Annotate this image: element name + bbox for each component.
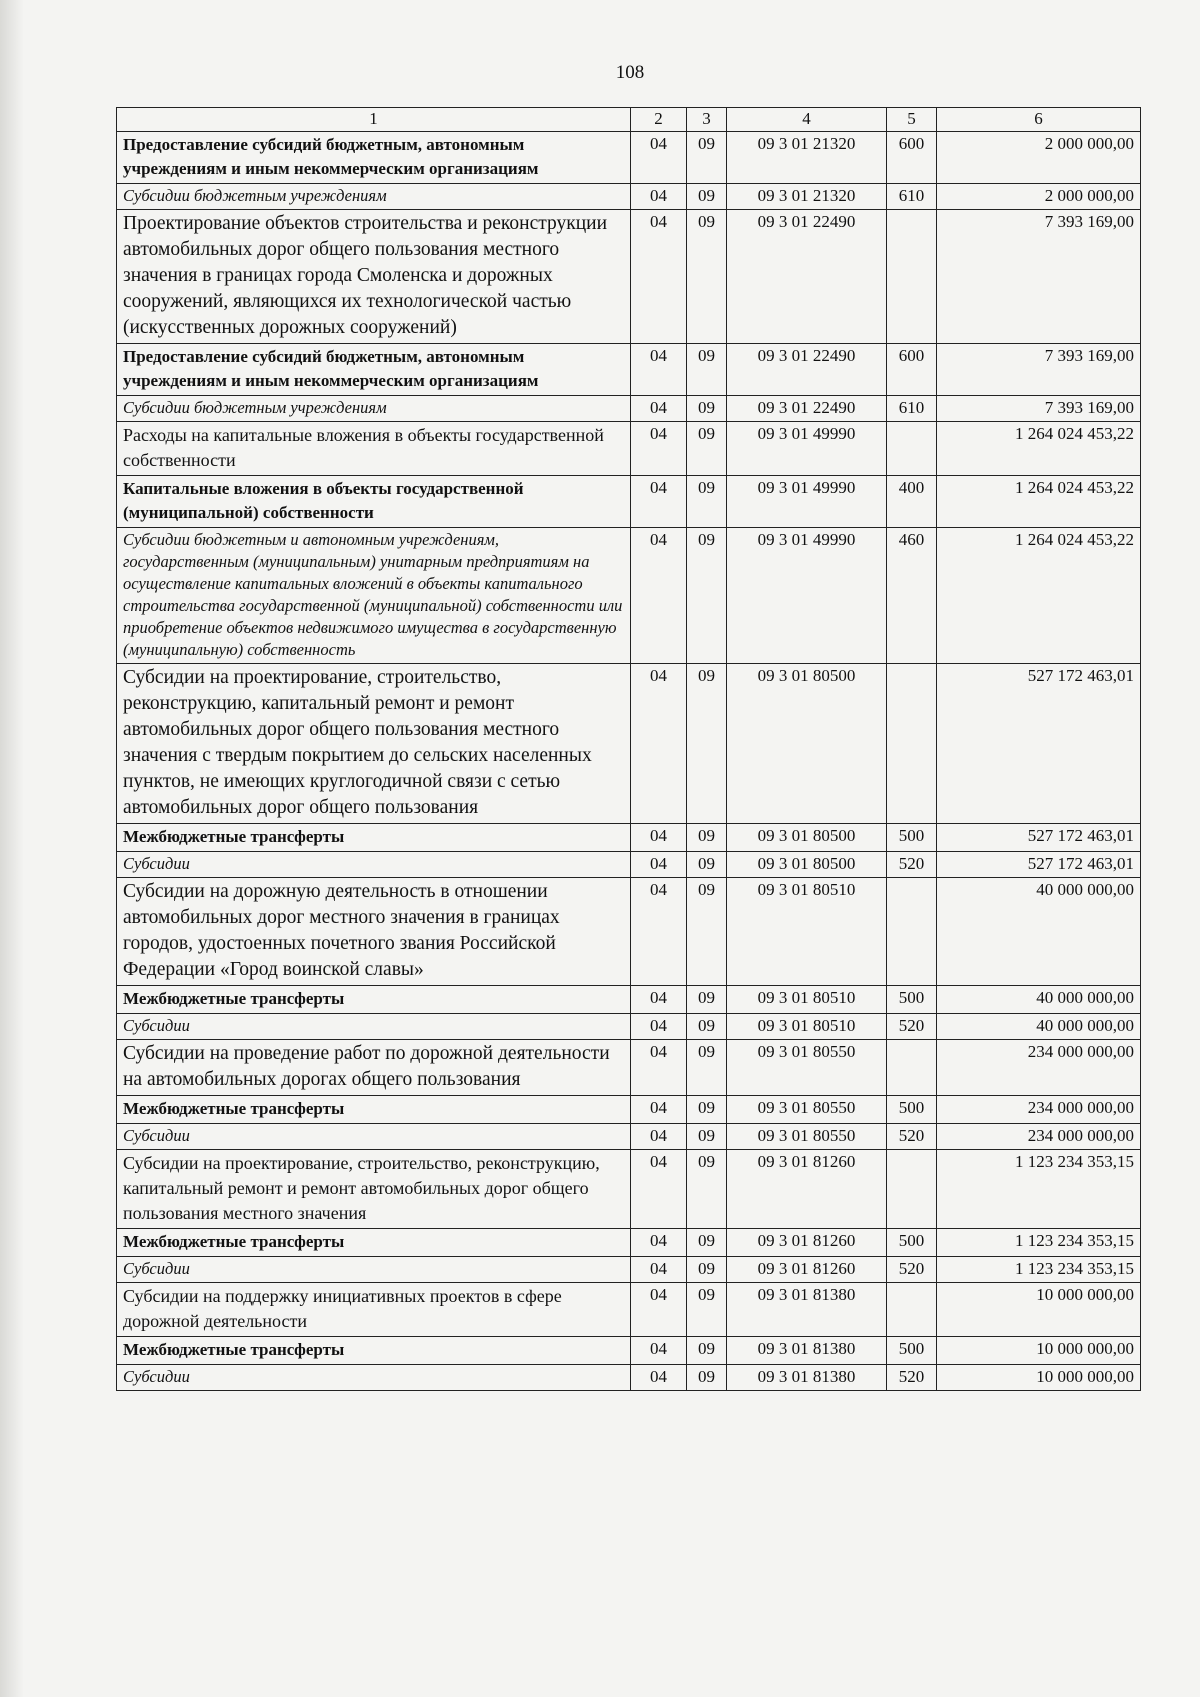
amount: 10 000 000,00 [937,1337,1141,1365]
amount: 234 000 000,00 [937,1096,1141,1124]
target-article-code: 09 3 01 81260 [727,1229,887,1257]
target-article-code: 09 3 01 49990 [727,422,887,476]
subsection-code: 09 [687,132,727,184]
amount: 10 000 000,00 [937,1365,1141,1391]
section-code: 04 [631,528,687,664]
expense-type-code: 600 [887,132,937,184]
section-code: 04 [631,852,687,878]
expense-type-code: 460 [887,528,937,664]
section-code: 04 [631,344,687,396]
table-row [117,528,1141,664]
subsection-code: 09 [687,344,727,396]
expense-type-code [887,664,937,824]
expense-type-code: 400 [887,476,937,528]
expense-type-code: 500 [887,1337,937,1365]
section-code: 04 [631,1365,687,1391]
amount: 1 123 234 353,15 [937,1257,1141,1283]
table-row [117,396,1141,422]
expense-type-code: 500 [887,986,937,1014]
table-row [117,1040,1141,1096]
target-article-code: 09 3 01 81260 [727,1150,887,1229]
section-code: 04 [631,1014,687,1040]
expense-type-code [887,422,937,476]
section-code: 04 [631,184,687,210]
expense-type-code: 600 [887,344,937,396]
column-header: 5 [887,108,937,132]
row-name: Субсидии [117,852,631,878]
amount: 1 264 024 453,22 [937,476,1141,528]
table-row [117,344,1141,396]
target-article-code: 09 3 01 49990 [727,476,887,528]
section-code: 04 [631,1337,687,1365]
table-header-row [117,108,1141,132]
subsection-code: 09 [687,852,727,878]
row-name: Субсидии бюджетным и автономным учреждениям, государственным (муниципальным) унитарным предприятиям на осуществление капитальных вложений в объекты капитального строительства государственной (муниципальной) собственности или приобретение объектов недвижимого имущества в государственную (муниципальную) собственность [117,528,631,664]
subsection-code: 09 [687,1040,727,1096]
subsection-code: 09 [687,1283,727,1337]
row-name: Капитальные вложения в объекты государственной (муниципальной) собственности [117,476,631,528]
table-row [117,824,1141,852]
row-name: Субсидии [117,1124,631,1150]
amount: 234 000 000,00 [937,1124,1141,1150]
column-header: 4 [727,108,887,132]
target-article-code: 09 3 01 21320 [727,184,887,210]
subsection-code: 09 [687,476,727,528]
table-row [117,986,1141,1014]
target-article-code: 09 3 01 49990 [727,528,887,664]
expense-type-code [887,1150,937,1229]
target-article-code: 09 3 01 81260 [727,1257,887,1283]
row-name: Субсидии бюджетным учреждениям [117,184,631,210]
table-row [117,878,1141,986]
subsection-code: 09 [687,1124,727,1150]
target-article-code: 09 3 01 81380 [727,1337,887,1365]
subsection-code: 09 [687,396,727,422]
amount: 1 123 234 353,15 [937,1150,1141,1229]
row-name: Субсидии бюджетным учреждениям [117,396,631,422]
amount: 2 000 000,00 [937,132,1141,184]
section-code: 04 [631,1096,687,1124]
expense-type-code: 500 [887,1229,937,1257]
subsection-code: 09 [687,824,727,852]
subsection-code: 09 [687,528,727,664]
target-article-code: 09 3 01 80500 [727,664,887,824]
row-name: Субсидии на поддержку инициативных проектов в сфере дорожной деятельности [117,1283,631,1337]
expense-type-code [887,1040,937,1096]
row-name: Расходы на капитальные вложения в объекты государственной собственности [117,422,631,476]
subsection-code: 09 [687,664,727,824]
amount: 1 123 234 353,15 [937,1229,1141,1257]
section-code: 04 [631,664,687,824]
row-name: Субсидии [117,1014,631,1040]
amount: 527 172 463,01 [937,852,1141,878]
row-name: Проектирование объектов строительства и реконструкции автомобильных дорог общего пользования местного значения в границах города Смоленска и дорожных сооружений, являющихся их технологической частью (искусственных дорожных сооружений) [117,210,631,344]
expense-type-code: 520 [887,852,937,878]
target-article-code: 09 3 01 80510 [727,1014,887,1040]
column-header: 1 [117,108,631,132]
table-row [117,184,1141,210]
target-article-code: 09 3 01 80510 [727,878,887,986]
target-article-code: 09 3 01 80550 [727,1124,887,1150]
row-name: Субсидии на проектирование, строительство, реконструкцию, капитальный ремонт и ремонт автомобильных дорог общего пользования местного значения [117,1150,631,1229]
table-row [117,664,1141,824]
row-name: Субсидии на проведение работ по дорожной деятельности на автомобильных дорогах общего пользования [117,1040,631,1096]
subsection-code: 09 [687,1150,727,1229]
table-row [117,1096,1141,1124]
table-row [117,1365,1141,1391]
table-row [117,1150,1141,1229]
subsection-code: 09 [687,184,727,210]
subsection-code: 09 [687,1337,727,1365]
amount: 1 264 024 453,22 [937,422,1141,476]
subsection-code: 09 [687,1365,727,1391]
section-code: 04 [631,1257,687,1283]
target-article-code: 09 3 01 80500 [727,824,887,852]
scan-edge [0,0,24,1697]
expense-type-code: 520 [887,1257,937,1283]
column-header: 6 [937,108,1141,132]
subsection-code: 09 [687,1096,727,1124]
row-name: Субсидии на проектирование, строительство, реконструкцию, капитальный ремонт и ремонт автомобильных дорог общего пользования местного значения с твердым покрытием до сельских населенных пунктов, не имеющих круглогодичной связи с сетью автомобильных дорог общего пользования [117,664,631,824]
section-code: 04 [631,1040,687,1096]
target-article-code: 09 3 01 22490 [727,210,887,344]
subsection-code: 09 [687,210,727,344]
subsection-code: 09 [687,878,727,986]
row-name: Межбюджетные трансферты [117,986,631,1014]
section-code: 04 [631,986,687,1014]
target-article-code: 09 3 01 81380 [727,1365,887,1391]
target-article-code: 09 3 01 22490 [727,344,887,396]
row-name: Межбюджетные трансферты [117,824,631,852]
row-name: Субсидии [117,1365,631,1391]
table-row [117,1229,1141,1257]
amount: 10 000 000,00 [937,1283,1141,1337]
target-article-code: 09 3 01 21320 [727,132,887,184]
amount: 7 393 169,00 [937,396,1141,422]
table-row [117,1014,1141,1040]
budget-table [116,107,1141,1391]
amount: 40 000 000,00 [937,1014,1141,1040]
amount: 7 393 169,00 [937,344,1141,396]
row-name: Межбюджетные трансферты [117,1096,631,1124]
subsection-code: 09 [687,1229,727,1257]
expense-type-code [887,1283,937,1337]
section-code: 04 [631,1124,687,1150]
subsection-code: 09 [687,1014,727,1040]
target-article-code: 09 3 01 80500 [727,852,887,878]
expense-type-code: 610 [887,396,937,422]
table-row [117,852,1141,878]
row-name: Предоставление субсидий бюджетным, автономным учреждениям и иным некоммерческим организациям [117,344,631,396]
amount: 2 000 000,00 [937,184,1141,210]
expense-type-code: 500 [887,1096,937,1124]
table-row [117,476,1141,528]
amount: 40 000 000,00 [937,878,1141,986]
amount: 234 000 000,00 [937,1040,1141,1096]
amount: 7 393 169,00 [937,210,1141,344]
section-code: 04 [631,1229,687,1257]
section-code: 04 [631,396,687,422]
section-code: 04 [631,210,687,344]
subsection-code: 09 [687,1257,727,1283]
target-article-code: 09 3 01 22490 [727,396,887,422]
table-row [117,422,1141,476]
section-code: 04 [631,422,687,476]
row-name: Субсидии на дорожную деятельность в отношении автомобильных дорог местного значения в границах городов, удостоенных почетного звания Российской Федерации «Город воинской славы» [117,878,631,986]
table-row [117,210,1141,344]
expense-type-code: 520 [887,1124,937,1150]
section-code: 04 [631,1283,687,1337]
subsection-code: 09 [687,422,727,476]
section-code: 04 [631,132,687,184]
expense-type-code: 520 [887,1014,937,1040]
row-name: Межбюджетные трансферты [117,1229,631,1257]
amount: 527 172 463,01 [937,664,1141,824]
page-number: 108 [615,62,645,83]
table-row [117,1283,1141,1337]
subsection-code: 09 [687,986,727,1014]
table-row [117,1257,1141,1283]
amount: 1 264 024 453,22 [937,528,1141,664]
table-row [117,1337,1141,1365]
row-name: Предоставление субсидий бюджетным, автономным учреждениям и иным некоммерческим организациям [117,132,631,184]
amount: 40 000 000,00 [937,986,1141,1014]
target-article-code: 09 3 01 80510 [727,986,887,1014]
target-article-code: 09 3 01 80550 [727,1040,887,1096]
section-code: 04 [631,476,687,528]
target-article-code: 09 3 01 80550 [727,1096,887,1124]
amount: 527 172 463,01 [937,824,1141,852]
row-name: Субсидии [117,1257,631,1283]
section-code: 04 [631,878,687,986]
expense-type-code: 610 [887,184,937,210]
table-row [117,1124,1141,1150]
row-name: Межбюджетные трансферты [117,1337,631,1365]
expense-type-code [887,878,937,986]
target-article-code: 09 3 01 81380 [727,1283,887,1337]
expense-type-code [887,210,937,344]
section-code: 04 [631,1150,687,1229]
column-header: 2 [631,108,687,132]
section-code: 04 [631,824,687,852]
table-row [117,132,1141,184]
column-header: 3 [687,108,727,132]
expense-type-code: 520 [887,1365,937,1391]
expense-type-code: 500 [887,824,937,852]
